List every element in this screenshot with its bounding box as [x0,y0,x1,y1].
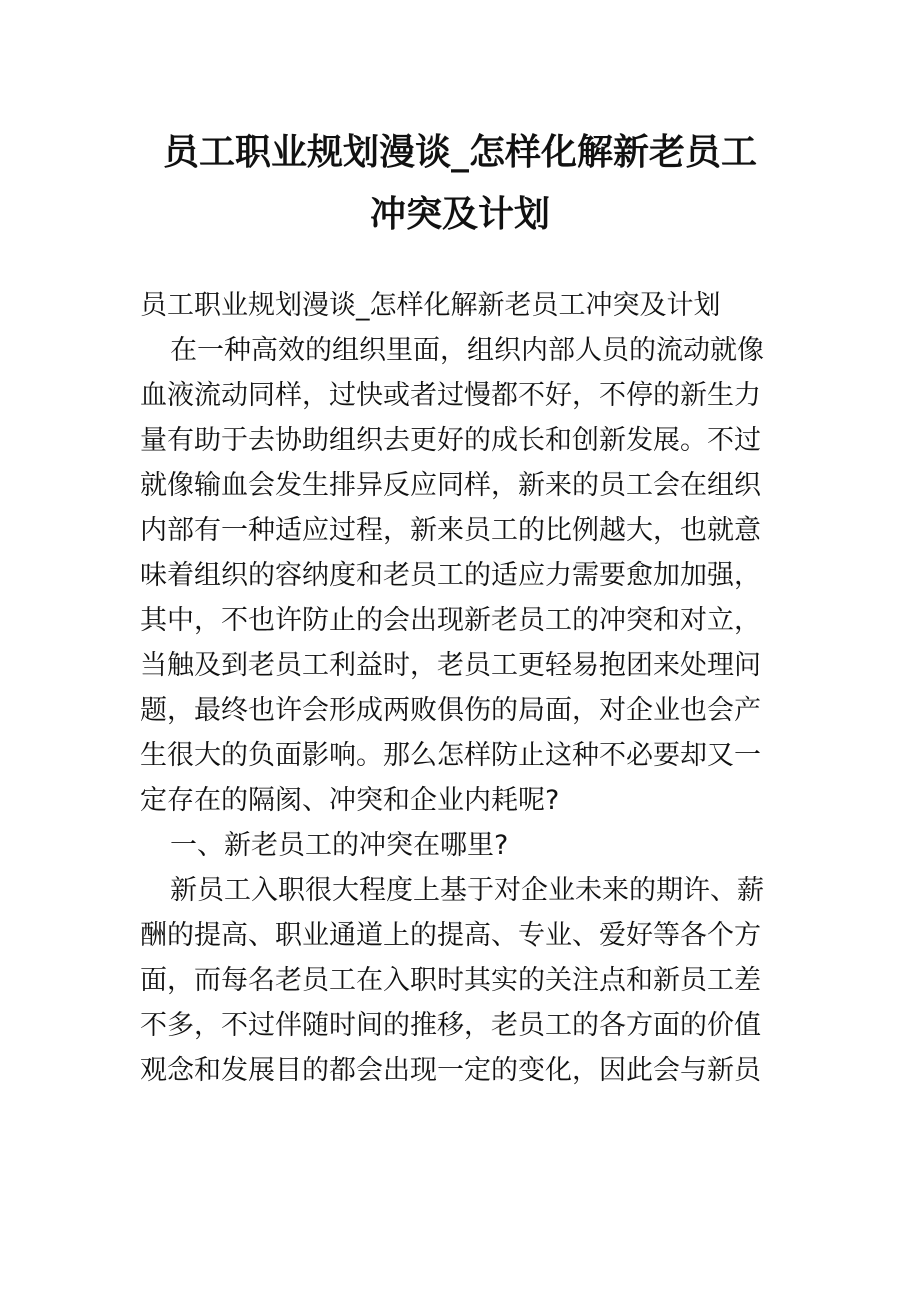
title-line: 员工职业规划漫谈_怎样化解新老员工 [162,132,757,173]
document-body [140,283,784,1093]
paragraph-line: 就像输血会发生排异反应同样，新来的员工会在组织 [140,470,761,501]
paragraph-line: 酬的提高、职业通道上的提高、专业、爱好等各个方 [140,920,761,951]
paragraph-line: 味着组织的容纳度和老员工的适应力需要愈加加强， [140,560,761,591]
paragraph-line: 题，最终也许会形成两败俱伤的局面，对企业也会产 [140,695,761,726]
paragraph-line: 定存在的隔阂、冲突和企业内耗呢? [140,785,560,816]
paragraph-line: 血液流动同样，过快或者过慢都不好，不停的新生力 [140,380,761,411]
section-heading: 一、新老员工的冲突在哪里? [170,830,509,861]
subtitle-text: 员工职业规划漫谈_怎样化解新老员工冲突及计划 [140,290,721,321]
paragraph-line: 不多，不过伴随时间的推移，老员工的各方面的价值 [140,1010,761,1041]
title-line: 冲突及计划 [369,194,550,235]
paragraph-line: 当触及到老员工利益时，老员工更轻易抱团来处理问 [140,650,761,681]
paragraph-line: 内部有一种适应过程，新来员工的比例越大，也就意 [140,515,761,546]
paragraph-line: 在一种高效的组织里面，组织内部人员的流动就像 [170,335,764,366]
paragraph-conflict [140,868,784,1093]
document-title [140,122,780,246]
paragraph-line: 观念和发展目的都会出现一定的变化，因此会与新员 [140,1055,761,1086]
paragraph-intro [140,328,784,823]
paragraph-line: 生很大的负面影响。那么怎样防止这种不必要却又一 [140,740,761,771]
paragraph-line: 新员工入职很大程度上基于对企业未来的期许、薪 [170,875,764,906]
paragraph-line: 其中，不也许防止的会出现新老员工的冲突和对立， [140,605,761,636]
paragraph-line: 面，而每名老员工在入职时其实的关注点和新员工差 [140,965,761,996]
paragraph-line: 量有助于去协助组织去更好的成长和创新发展。不过 [140,425,761,456]
